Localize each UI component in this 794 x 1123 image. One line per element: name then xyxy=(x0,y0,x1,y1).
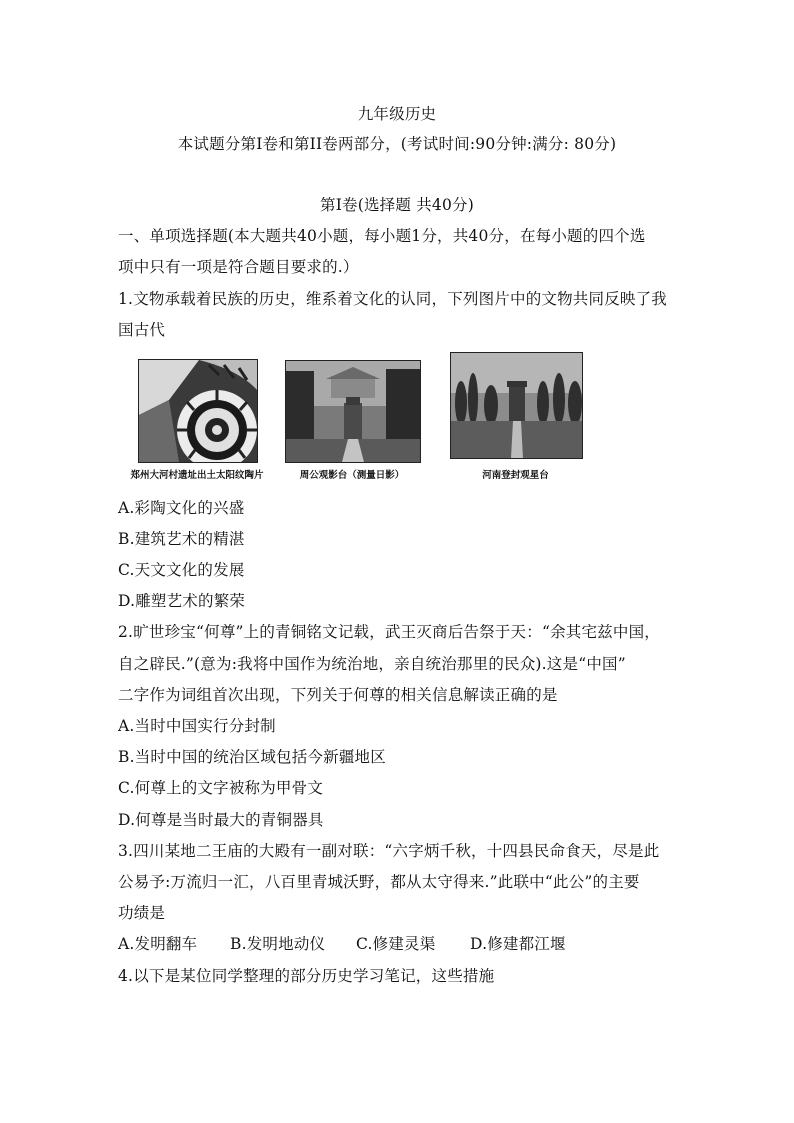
pottery-shard-image xyxy=(138,359,258,463)
q2-stem-line1: 2.旷世珍宝“何尊”上的青铜铭文记载，武王灭商后告祭于天：“余其宅兹中国， xyxy=(118,623,660,641)
q3-stem-line3: 功绩是 xyxy=(118,904,166,922)
q3-options-row xyxy=(118,934,566,954)
q2-stem-line3: 二字作为词组首次出现，下列关于何尊的相关信息解读正确的是 xyxy=(118,686,558,704)
star-observatory-image xyxy=(450,352,583,459)
star-observatory-caption: 河南登封观星台 xyxy=(482,470,549,481)
q1-stem-line1: 1.文物承载着民族的历史，维系着文化的认同，下列图片中的文物共同反映了我 xyxy=(118,290,667,308)
q3-option-d: D.修建都江堰 xyxy=(470,935,566,953)
q1-option-d: D.雕塑艺术的繁荣 xyxy=(118,592,246,610)
q2-stem-line2: 自之辟民.”(意为:我将中国作为统治地，亲自统治那里的民众).这是“中国” xyxy=(118,655,626,673)
exam-title: 九年级历史 xyxy=(357,105,437,123)
section-instruction-line1: 一、单项选择题(本大题共40小题，每小题1分，共40分，在每小题的四个选 xyxy=(118,227,646,245)
section-title: 第I卷(选择题 共40分) xyxy=(320,196,474,214)
observatory-pillar-image xyxy=(285,360,421,463)
section-instruction-line2: 项中只有一项是符合题目要求的.） xyxy=(118,258,359,276)
q2-option-d: D.何尊是当时最大的青铜器具 xyxy=(118,811,324,829)
q2-option-b: B.当时中国的统治区域包括今新疆地区 xyxy=(118,748,386,766)
exam-subtitle: 本试题分第I卷和第II卷两部分，(考试时间:90分钟:满分: 80分) xyxy=(177,135,617,153)
pottery-shard-caption: 郑州大河村遗址出土太阳纹陶片 xyxy=(130,470,264,481)
q1-option-c: C.天文文化的发展 xyxy=(118,561,245,579)
q1-stem-line2: 国古代 xyxy=(118,321,166,339)
q2-option-c: C.何尊上的文字被称为甲骨文 xyxy=(118,779,324,797)
observatory-pillar-caption: 周公观影台（测量日影） xyxy=(299,470,405,481)
q2-option-a: A.当时中国实行分封制 xyxy=(118,717,276,735)
q1-option-b: B.建筑艺术的精湛 xyxy=(118,530,245,548)
q1-option-a: A.彩陶文化的兴盛 xyxy=(118,499,245,517)
q4-stem-line1: 4.以下是某位同学整理的部分历史学习笔记，这些措施 xyxy=(118,967,495,985)
q3-stem-line1: 3.四川某地二王庙的大殿有一副对联：“六字炳千秋，十四县民命食天，尽是此 xyxy=(118,842,660,860)
q3-option-c: C.修建灵渠 xyxy=(356,935,436,953)
q3-option-b: B.发明地动仪 xyxy=(230,935,326,953)
q3-option-a: A.发明翻车 xyxy=(118,935,198,953)
q3-stem-line2: 公易予:万流归一汇，八百里青城沃野，都从太守得来.”此联中“此公”的主要 xyxy=(118,873,640,891)
